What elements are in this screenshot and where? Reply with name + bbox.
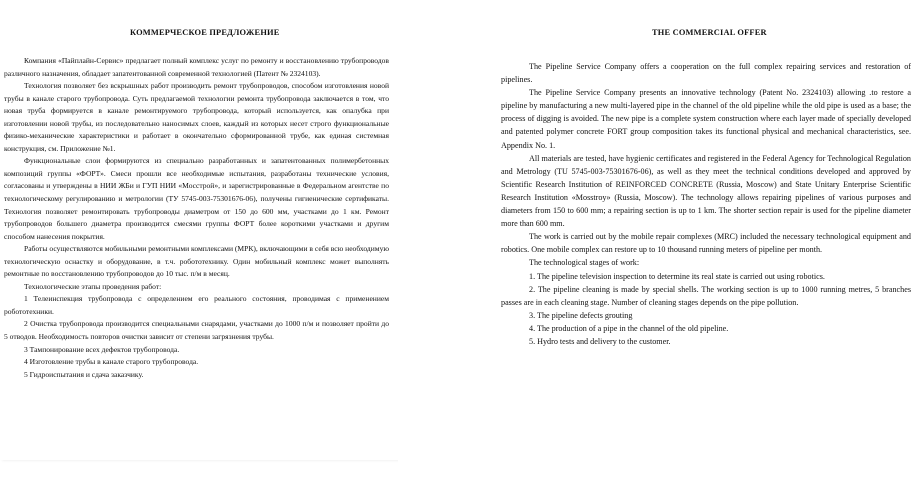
russian-page — [0, 0, 398, 460]
stages-heading: Технологические этапы проведения работ: — [24, 281, 162, 291]
materials-paragraph: Функциональные слои формируются из специально разработанных и запатентованных полимербетонных композиций группы «ФОРТ». Смеси прошли все необходимые испытания, разработаны технические условия, согласованы и утверждены в НИИ ЖБи и ГУП НИИ «Мосстрой», и зарегистрированные в Федеральном агентстве по технологическому регулированию и метрологии (ТУ 5745-003-75301676-06), получены гигиенические сертификаты. Технология позволяет ремонтировать трубопроводы диаметром от 150 до 600 мм, участками до 1 км. Ремонт трубопроводов большего диаметра производится смесями группы ФОРТ более короткими участками и другим способом нанесения покрытия. — [4, 156, 389, 241]
stage-item: 3 Тампонирование всех дефектов трубопровода. — [24, 344, 180, 354]
stage-item: 4 Изготовление трубы в канале старого трубопровода. — [24, 357, 199, 367]
stage-item: 1. The pipeline television inspection to determine its real state is carried out using robotics. — [529, 271, 825, 281]
materials-paragraph: All materials are tested, have hygienic certificates and registered in the Federal Agency for Technological Regulation and Metrology (TU 5745-003-75301676-06), as well as they meet the technical conditions developed and approved by Scientific Research Institution of REINFORCED CONCRETE (Russia, Moscow) and State Unitary Enterprise Scientific Research Institution «Mosstroy» (Russia, Moscow). The technology allows repairing pipelines of various purposes and diameters from 150 to 600 mm; a repairing section is up to 1 km. The shorter section repair is used for the pipeline diameter more than 600 mm. — [501, 153, 911, 229]
stage-item: 5 Гидроиспытания и сдача заказчику. — [24, 369, 144, 379]
stage-item: 4. The production of a pipe in the channel of the old pipeline. — [529, 323, 729, 333]
page-title: КОММЕРЧЕСКОЕ ПРЕДЛОЖЕНИЕ — [130, 28, 280, 37]
mobile-complex-paragraph: Работы осуществляются мобильными ремонтными комплексами (МРК), включающими в себя всю необходимую технологическую оснастку и оборудование, в т.ч. робототехнику. Один мобильный комплекс может выполнять ремонтные по восстановлению трубопроводов до 10 тыс. п/м в месяц. — [4, 244, 389, 279]
stage-item: 2 Очистка трубопровода производится специальными снарядами, участками до 1000 п/м и позволяет пройти до 5 отводов. Необходимость повторов очистки зависит от степени загрязнения трубы. — [4, 319, 389, 342]
technology-paragraph: Технология позволяет без вскрышных работ производить ремонт трубопроводов, способом изготовления новой трубы в канале старого трубопровода. Суть предлагаемой технологии ремонта трубопровода заключается в том, что новая труба формируется в канале ремонтируемого трубопровода, который используется, как опалубка при изготовлении новой трубы, из последовательно наносимых слоев, каждый из которых несет строго функциональные физико-механические характеристики и работает в окончательно сформированной трубе, как единая системная конструкция, см. Приложение №1. — [4, 81, 389, 153]
page-gutter — [398, 0, 487, 477]
intro-paragraph: Компания «Пайплайн-Сервис» предлагает полный комплекс услуг по ремонту и восстановлению трубопроводов различного назначения, обладает запатентованной современной технологией (Патент № 2324103). — [4, 56, 389, 78]
mobile-complex-paragraph: The work is carried out by the mobile repair complexes (MRC) included the necessary technological equipment and robotics. One mobile complex can restore up to 10 thousand running meters of pipeline per month. — [501, 232, 911, 255]
page-body — [501, 60, 911, 348]
stage-item: 5. Hydro tests and delivery to the customer. — [529, 336, 671, 346]
english-page — [487, 0, 923, 460]
stage-item: 3. The pipeline defects grouting — [529, 310, 633, 320]
page-body — [4, 55, 389, 381]
stages-heading: The technological stages of work: — [529, 258, 640, 268]
intro-paragraph: The Pipeline Service Company offers a cooperation on the full complex repairing services and restoration of pipelines. — [501, 62, 911, 85]
stage-item: 1 Телеинспекция трубопровода с определением его реального состояния, проводимая с применением робототехники. — [4, 294, 389, 316]
stage-item: 2. The pipeline cleaning is made by special shells. The working section is up to 1000 running metres, 5 branches passes are in each cleaning stage. Number of cleaning stages depends on the pipe pollution. — [501, 284, 911, 307]
technology-paragraph: The Pipeline Service Company presents an innovative technology (Patent No. 2324103) allowing .to restore a pipeline by manufacturing a new multi-layered pipe in the channel of the old pipeline while the old pipe is used as a base; the process of digging is avoided. The new pipe is a complete system construction where each layer made of specially developed and patented polymer concrete FORT group composition takes its functional physical and mechanical characteristics, see. Appendix No. 1. — [501, 88, 911, 150]
page-title: THE COMMERCIAL OFFER — [652, 28, 767, 37]
